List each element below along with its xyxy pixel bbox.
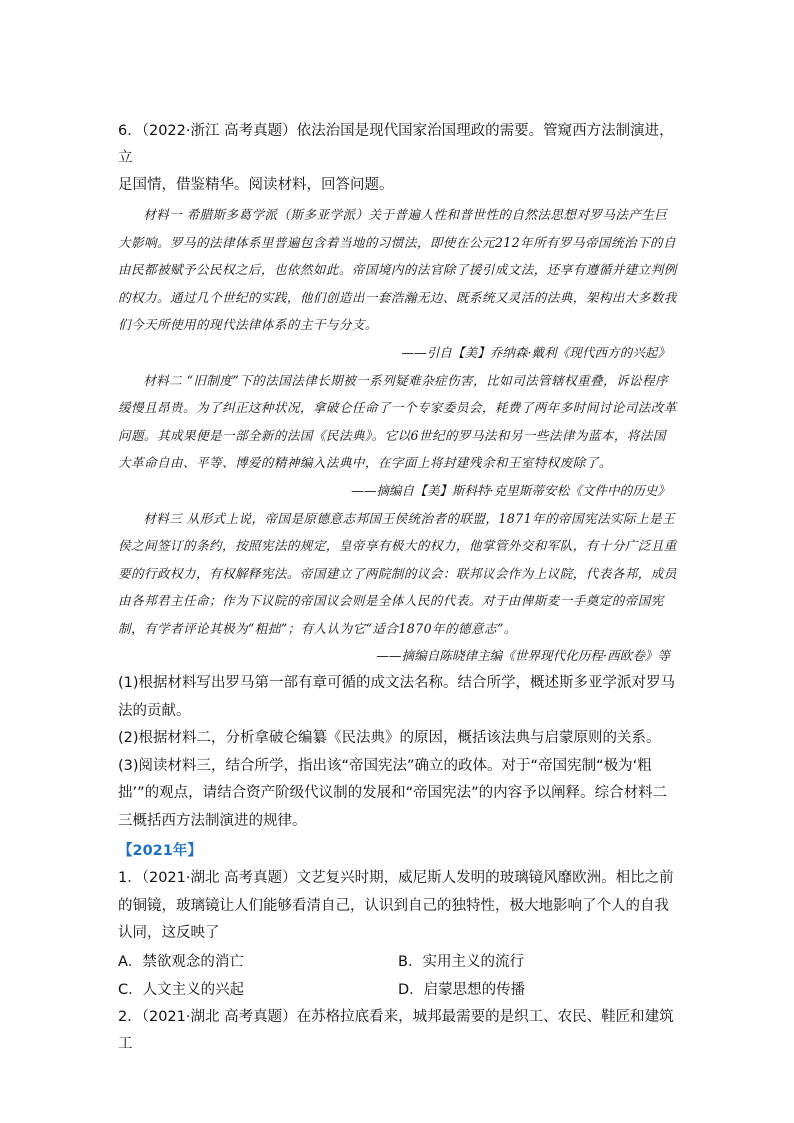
option-d: D．启蒙思想的传播 bbox=[398, 981, 526, 998]
sub-question-1: (1)根据材料写出罗马第一部有章可循的成文法名称。结合所学，概述斯多亚学派对罗马法的贡献。 bbox=[118, 675, 676, 719]
material-3-source: ——摘编自陈晓律主编《世界现代化历程·西欧卷》等 bbox=[376, 648, 670, 663]
document-page bbox=[118, 118, 678, 1059]
year-section-heading: 【2021年】 bbox=[118, 843, 202, 859]
question-6-stem-line1: 6．（2022·浙江 高考真题）依法治国是现代国家治国理政的需要。管窥西方法制演进，立 bbox=[118, 123, 674, 166]
material-1-text: 材料一 希腊斯多葛学派（斯多亚学派）关于普遍人性和普世性的自然法思想对罗马法产生巨大影响。罗马的法律体系里普遍包含着当地的习惯法，即使在公元212年所有罗马帝国统治下的自由民都被赋予公民权之后，也依然如此。帝国境内的法官除了援引成文法，还享有遵循并建立判例的权力。通过几个世纪的实践，他们创造出一套浩瀚无边、既系统又灵活的法典，架构出大多数我们今天所使用的现代法律体系的主干与分支。 bbox=[118, 207, 677, 332]
material-2-source: ——摘编自【美】斯科特·克里斯蒂安松《文件中的历史》 bbox=[351, 482, 670, 498]
option-c: C．人文主义的兴起 bbox=[118, 981, 245, 998]
sub-question-2: (2)根据材料二，分析拿破仑编纂《民法典》的原因，概括该法典与启蒙原则的关系。 bbox=[118, 730, 661, 746]
question-2-stem: 2．（2021·湖北 高考真题）在苏格拉底看来，城邦最需要的是织工、农民、鞋匠和建筑工 bbox=[118, 1008, 674, 1052]
question-1-stem: 1．（2021·湖北 高考真题）文艺复兴时期，威尼斯人发明的玻璃镜风靡欧洲。相比之前的铜镜，玻璃镜让人们能够看清自己，认识到自己的独特性，极大地影响了个人的自我认同，这反映了 bbox=[118, 870, 674, 941]
question-1-options bbox=[118, 948, 678, 1004]
question-6-stem-line2: 足国情，借鉴精华。阅读材料，回答问题。 bbox=[118, 177, 394, 193]
option-b: B．实用主义的流行 bbox=[398, 953, 524, 970]
material-2-text: 材料二 “旧制度”下的法国法律长期被一系列疑难杂症伤害，比如司法管辖权重叠，诉讼程序缓慢且昂贵。为了纠正这种状况，拿破仑任命了一个专家委员会，耗费了两年多时间讨论司法改革问题。其成果便是一部全新的法国《民法典》。它以6世纪的罗马法和另一些法律为蓝本，将法国大革命自由、平等、博爱的精神编入法典中，在字面上将封建残余和王室特权废除了。 bbox=[118, 372, 677, 470]
sub-question-3: (3)阅读材料三，结合所学，指出该“帝国宪法”确立的政体。对于“帝国宪制“极为‘粗拙’”的观点，请结合资产阶级代议制的发展和“帝国宪法”的内容予以阐释。综合材料二三概括西方法制演进的规律。 bbox=[118, 757, 668, 829]
option-a: A．禁欲观念的消亡 bbox=[118, 953, 244, 970]
material-1-source: ——引自【美】乔纳森·戴利《现代西方的兴起》 bbox=[401, 344, 670, 360]
material-3-text: 材料三 从形式上说，帝国是原德意志邦国王侯统治者的联盟，1871年的帝国宪法实际上是王侯之间签订的条约，按照宪法的规定，皇帝享有极大的权力，他掌管外交和军队，有十分广泛且重要的行政权力，有权解释宪法。帝国建立了两院制的议会：联邦议会作为上议院，代表各邦，成员由各邦君主任命；作为下议院的帝国议会则是全体人民的代表。对于由俾斯麦一手奠定的帝国宪制，有学者评论其极为“粗拙”；有人认为它“适合1870年的德意志”。 bbox=[118, 510, 677, 636]
